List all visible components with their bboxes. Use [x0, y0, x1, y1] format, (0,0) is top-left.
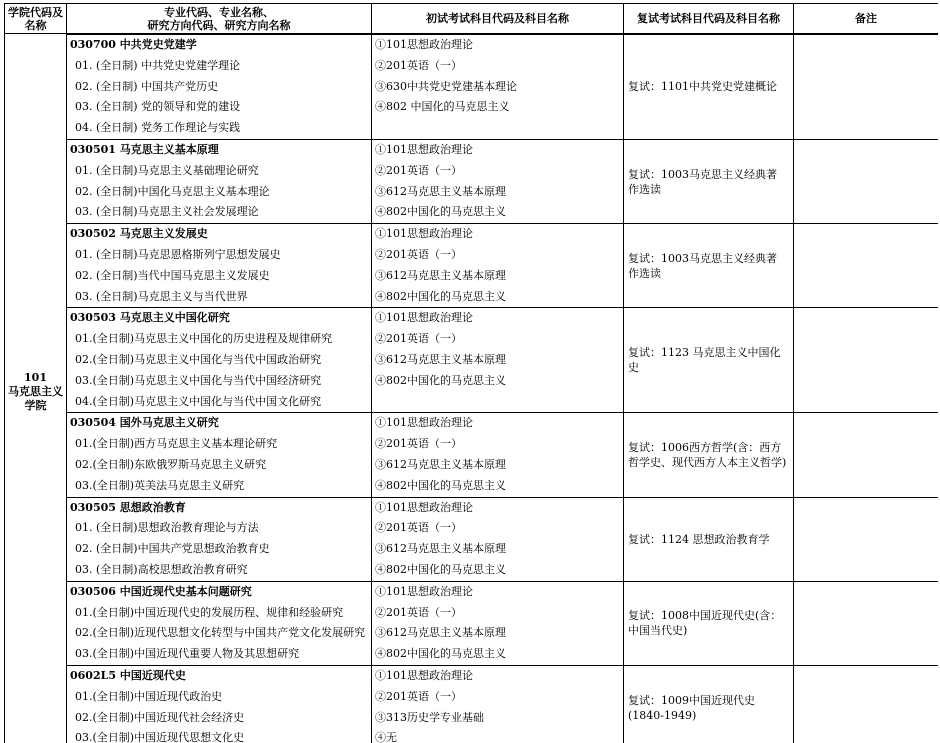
- exam-subject: ②201英语（一）: [375, 689, 462, 703]
- direction-item: 01. (全日制)思想政治教育理论与方法: [75, 521, 259, 535]
- direction-item: 03.(全日制)英美法马克思主义研究: [75, 478, 245, 492]
- exam-subject: ①101思想政治理论: [375, 500, 473, 514]
- table-row: [5, 224, 939, 308]
- college-cell: [5, 34, 67, 743]
- exam-subject: ④802中国化的马克思主义: [375, 647, 506, 661]
- header-initial-exam: 初试考试科目代码及科目名称: [372, 4, 624, 34]
- exam-subject: ③612马克思主义基本原理: [375, 626, 506, 640]
- direction-item: 01. (全日制)马克思主义基础理论研究: [75, 163, 259, 177]
- major-cell: [67, 224, 372, 308]
- exam-subject: ③612马克思主义基本原理: [375, 184, 506, 198]
- exam-subject: ①101思想政治理论: [375, 311, 473, 325]
- header-row: [5, 4, 939, 34]
- initial-exam-cell: [372, 35, 624, 140]
- notes-cell: [794, 581, 939, 665]
- notes-cell: [794, 497, 939, 581]
- exam-subject: ③612马克思主义基本原理: [375, 268, 506, 282]
- college-name-line1: 马克思主义: [8, 384, 63, 398]
- initial-exam-cell: [372, 224, 624, 308]
- notes-cell: [794, 224, 939, 308]
- direction-item: 02. (全日制)当代中国马克思主义发展史: [75, 268, 270, 282]
- exam-subject: ④802中国化的马克思主义: [375, 289, 506, 303]
- direction-item: 04. (全日制) 党务工作理论与实践: [75, 121, 241, 135]
- exam-subject: ①101思想政治理论: [375, 227, 473, 241]
- retest-exam-cell: 复试：1101中共党史党建概论: [624, 35, 794, 140]
- direction-item: 04.(全日制)马克思主义中国化与当代中国文化研究: [75, 394, 322, 408]
- exam-subject: ②201英语（一）: [375, 247, 462, 261]
- initial-exam-cell: [372, 413, 624, 497]
- exam-subject: ④802中国化的马克思主义: [375, 562, 506, 576]
- major-cell: [67, 581, 372, 665]
- direction-item: 02.(全日制)近现代思想文化转型与中国共产党文化发展研究: [75, 626, 366, 640]
- direction-item: 01. (全日制)马克思恩格斯列宁思想发展史: [75, 247, 281, 261]
- admissions-table-sheet: [4, 3, 938, 743]
- direction-item: 03.(全日制)马克思主义中国化与当代中国经济研究: [75, 373, 322, 387]
- direction-item: 03. (全日制)高校思想政治教育研究: [75, 562, 248, 576]
- retest-exam-cell: 复试：1006西方哲学(含：西方哲学史、现代西方人本主义哲学): [624, 413, 794, 497]
- exam-subject: ①101思想政治理论: [375, 584, 473, 598]
- major-cell: [67, 35, 372, 140]
- direction-item: 03.(全日制)中国近现代重要人物及其思想研究: [75, 647, 300, 661]
- exam-subject: ②201英语（一）: [375, 521, 462, 535]
- retest-exam-cell: 复试：1008中国近现代史(含：中国当代史): [624, 581, 794, 665]
- initial-exam-cell: [372, 665, 624, 743]
- notes-cell: [794, 308, 939, 413]
- direction-item: 01. (全日制) 中共党史党建学理论: [75, 58, 241, 72]
- table-row: [5, 581, 939, 665]
- major-title: 030504 国外马克思主义研究: [70, 416, 219, 430]
- major-cell: [67, 308, 372, 413]
- retest-exam-cell: 复试：1124 思想政治教育学: [624, 497, 794, 581]
- table-row: [5, 139, 939, 223]
- retest-exam-cell: 复试：1003马克思主义经典著作选读: [624, 224, 794, 308]
- table-row: [5, 665, 939, 743]
- major-cell: [67, 665, 372, 743]
- header-major: 专业代码、专业名称、 研究方向代码、研究方向名称: [67, 4, 372, 34]
- exam-subject: ②201英语（一）: [375, 437, 462, 451]
- direction-item: 03. (全日制)马克思主义与当代世界: [75, 289, 248, 303]
- exam-subject: ②201英语（一）: [375, 332, 462, 346]
- exam-subject: ④802中国化的马克思主义: [375, 373, 506, 387]
- exam-subject: ①101思想政治理论: [375, 142, 473, 156]
- header-notes: 备注: [794, 4, 939, 34]
- direction-item: 01.(全日制)中国近现代政治史: [75, 689, 223, 703]
- header-college: 学院代码及 名称: [5, 4, 67, 34]
- major-cell: [67, 139, 372, 223]
- direction-item: 03.(全日制)中国近现代思想文化史: [75, 731, 245, 743]
- admissions-table: [4, 3, 938, 743]
- initial-exam-cell: [372, 139, 624, 223]
- direction-item: 01.(全日制)中国近现代史的发展历程、规律和经验研究: [75, 605, 344, 619]
- major-title: 030506 中国近现代史基本问题研究: [70, 584, 252, 598]
- exam-subject: ③630中共党史党建基本理论: [375, 79, 517, 93]
- direction-item: 01.(全日制)西方马克思主义基本理论研究: [75, 437, 278, 451]
- table-row: [5, 308, 939, 413]
- exam-subject: ④802中国化的马克思主义: [375, 205, 506, 219]
- retest-exam-cell: 复试：1003马克思主义经典著作选读: [624, 139, 794, 223]
- direction-item: 02. (全日制)中国共产党思想政治教育史: [75, 542, 270, 556]
- header-retest-exam: 复试考试科目代码及科目名称: [624, 4, 794, 34]
- exam-subject: ③313历史学专业基础: [375, 710, 484, 724]
- direction-item: 01.(全日制)马克思主义中国化的历史进程及规律研究: [75, 332, 333, 346]
- exam-subject: ①101思想政治理论: [375, 416, 473, 430]
- direction-item: 03. (全日制) 党的领导和党的建设: [75, 100, 241, 114]
- exam-subject: ③612马克思主义基本原理: [375, 457, 506, 471]
- exam-subject: ①101思想政治理论: [375, 38, 473, 51]
- exam-subject: ①101思想政治理论: [375, 668, 473, 682]
- direction-item: 02.(全日制)东欧俄罗斯马克思主义研究: [75, 457, 267, 471]
- notes-cell: [794, 139, 939, 223]
- retest-exam-cell: 复试：1009中国近现代史(1840-1949): [624, 665, 794, 743]
- initial-exam-cell: [372, 497, 624, 581]
- direction-item: 02.(全日制)马克思主义中国化与当代中国政治研究: [75, 352, 322, 366]
- major-title: 030505 思想政治教育: [70, 500, 186, 514]
- exam-subject: ②201英语（一）: [375, 58, 462, 72]
- table-row: [5, 497, 939, 581]
- major-cell: [67, 497, 372, 581]
- notes-cell: [794, 413, 939, 497]
- exam-subject: ④无: [375, 731, 397, 743]
- college-name-line2: 学院: [24, 398, 47, 412]
- major-title: 030700 中共党史党建学: [70, 38, 197, 51]
- notes-cell: [794, 665, 939, 743]
- major-title: 030502 马克思主义发展史: [70, 227, 208, 241]
- exam-subject: ④802 中国化的马克思主义: [375, 100, 510, 114]
- exam-subject: ③612马克思主义基本原理: [375, 542, 506, 556]
- exam-subject: ②201英语（一）: [375, 605, 462, 619]
- major-title: 0602L5 中国近现代史: [70, 668, 186, 682]
- initial-exam-cell: [372, 581, 624, 665]
- direction-item: 02. (全日制) 中国共产党历史: [75, 79, 219, 93]
- retest-exam-cell: 复试：1123 马克思主义中国化史: [624, 308, 794, 413]
- direction-item: 02. (全日制)中国化马克思主义基本理论: [75, 184, 270, 198]
- direction-item: 03. (全日制)马克思主义社会发展理论: [75, 205, 259, 219]
- major-cell: [67, 413, 372, 497]
- college-code: 101: [24, 370, 47, 384]
- exam-subject: ④802中国化的马克思主义: [375, 478, 506, 492]
- direction-item: 02.(全日制)中国近现代社会经济史: [75, 710, 245, 724]
- major-title: 030501 马克思主义基本原理: [70, 142, 219, 156]
- notes-cell: [794, 35, 939, 140]
- exam-subject: ②201英语（一）: [375, 163, 462, 177]
- table-row: [5, 413, 939, 497]
- table-body: [5, 34, 939, 743]
- initial-exam-cell: [372, 308, 624, 413]
- exam-subject: ③612马克思主义基本原理: [375, 352, 506, 366]
- major-title: 030503 马克思主义中国化研究: [70, 311, 230, 325]
- table-row: [5, 35, 939, 140]
